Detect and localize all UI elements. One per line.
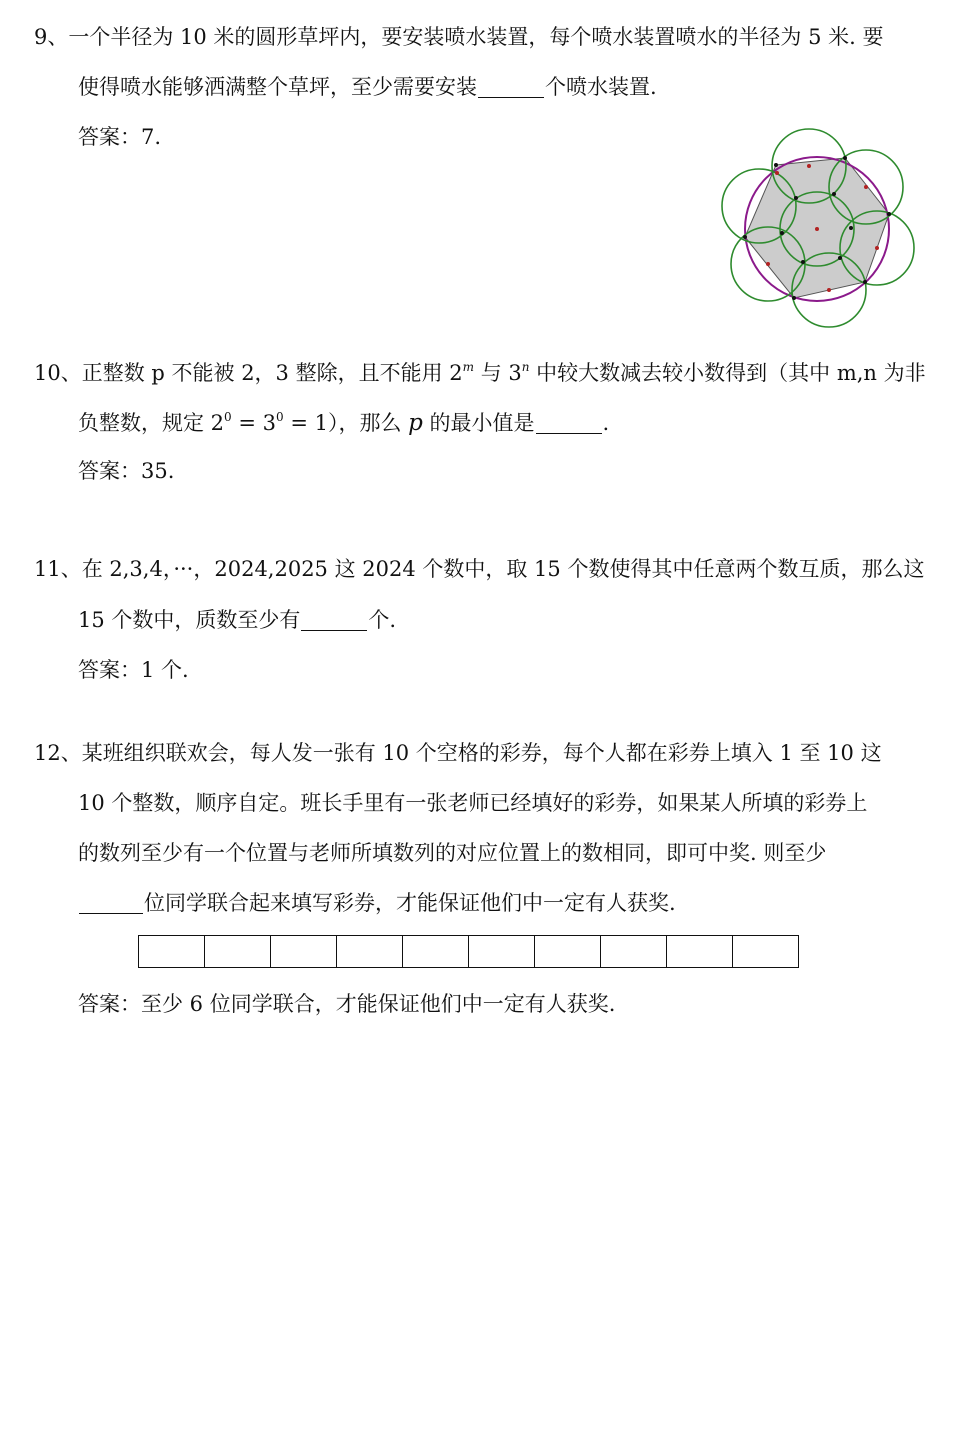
vertex-point <box>792 296 796 300</box>
ticket-cell <box>733 935 799 968</box>
q9-line2-text-a: 使得喷水能够洒满整个草坪，至少需要安装 <box>78 75 477 99</box>
q10-answer: 答案：35. <box>78 459 175 483</box>
inner-point <box>832 192 836 196</box>
inner-point <box>780 231 784 235</box>
ticket-cell <box>535 935 601 968</box>
vertex-point <box>774 163 778 167</box>
exponent-zero: 0 <box>224 410 232 424</box>
q9-line2 <box>78 72 657 102</box>
q11-line1: 11、在 2,3,4，···，2024,2025 这 2024 个数中，取 15 个数使得其中任意两个数互质，那么这 <box>34 557 925 581</box>
q10-line2-text-d: 的最小值是 <box>422 411 535 435</box>
q12-line4 <box>78 888 676 918</box>
inner-point <box>794 196 798 200</box>
q9-line1: 9、一个半径为 10 米的圆形草坪内，要安装喷水装置，每个喷水装置喷水的半径为 5 米. 要 <box>34 25 884 49</box>
ticket-cell <box>337 935 403 968</box>
exponent-n: n <box>521 360 530 374</box>
q12-line2: 10 个整数，顺序自定。班长手里有一张老师已经填好的彩券，如果某人所填的彩券上 <box>78 791 868 815</box>
vertex-point <box>743 235 747 239</box>
q11-line2 <box>78 605 396 635</box>
q11-line2-text-b: 个. <box>368 608 397 632</box>
q9-answer: 答案：7. <box>78 125 162 149</box>
q10-line1-text-a: 10、正整数 p 不能被 2，3 整除，且不能用 2 <box>34 361 463 385</box>
vertex-point <box>863 280 867 284</box>
ticket-cell <box>139 935 205 968</box>
lottery-ticket-grid <box>138 935 799 968</box>
center-point <box>815 227 819 231</box>
center-point <box>775 171 779 175</box>
q12-line4-text: 位同学联合起来填写彩券，才能保证他们中一定有人获奖. <box>144 891 676 915</box>
exponent-m: m <box>462 360 475 374</box>
ticket-cell <box>205 935 271 968</box>
vertex-point <box>843 156 847 160</box>
q10-line1-text-c: 中较大数减去较小数得到（其中 m,n 为非 <box>529 361 926 385</box>
q12-line3: 的数列至少有一个位置与老师所填数列的对应位置上的数相同，即可中奖. 则至少 <box>78 841 827 865</box>
inner-point <box>838 256 842 260</box>
q10-line2-text-e: . <box>602 411 610 435</box>
answer-blank <box>79 891 143 914</box>
center-point <box>807 164 811 168</box>
center-point <box>827 288 831 292</box>
q10-line2 <box>78 408 609 438</box>
q10-line1-text-b: 与 3 <box>474 361 522 385</box>
q10-line1 <box>34 358 926 388</box>
q12-line1: 12、某班组织联欢会，每人发一张有 10 个空格的彩券，每个人都在彩券上填入 1 至 10 这 <box>34 741 882 765</box>
ticket-cell <box>271 935 337 968</box>
ticket-cell <box>601 935 667 968</box>
q11-line2-text-a: 15 个数中，质数至少有 <box>78 608 301 632</box>
exponent-zero: 0 <box>276 410 284 424</box>
q12-answer: 答案：至少 6 位同学联合，才能保证他们中一定有人获奖. <box>78 992 616 1016</box>
q10-line2-text-b: = 3 <box>231 411 276 435</box>
vertex-point <box>887 212 891 216</box>
answer-blank <box>301 608 367 631</box>
answer-blank <box>478 75 544 98</box>
center-point <box>864 185 868 189</box>
inner-point <box>801 260 805 264</box>
center-point <box>875 246 879 250</box>
center-point <box>766 262 770 266</box>
q9-line2-text-b: 个喷水装置. <box>545 75 657 99</box>
q11-answer: 答案：1 个. <box>78 658 189 682</box>
sprinkler-figure <box>718 126 918 330</box>
inner-point <box>849 226 853 230</box>
ticket-cell <box>667 935 733 968</box>
q10-line2-text-a: 负整数，规定 2 <box>78 411 225 435</box>
ticket-cell <box>403 935 469 968</box>
ticket-cell <box>469 935 535 968</box>
variable-p: p <box>408 410 423 436</box>
answer-blank <box>536 411 602 434</box>
q10-line2-text-c: = 1），那么 <box>283 411 409 435</box>
